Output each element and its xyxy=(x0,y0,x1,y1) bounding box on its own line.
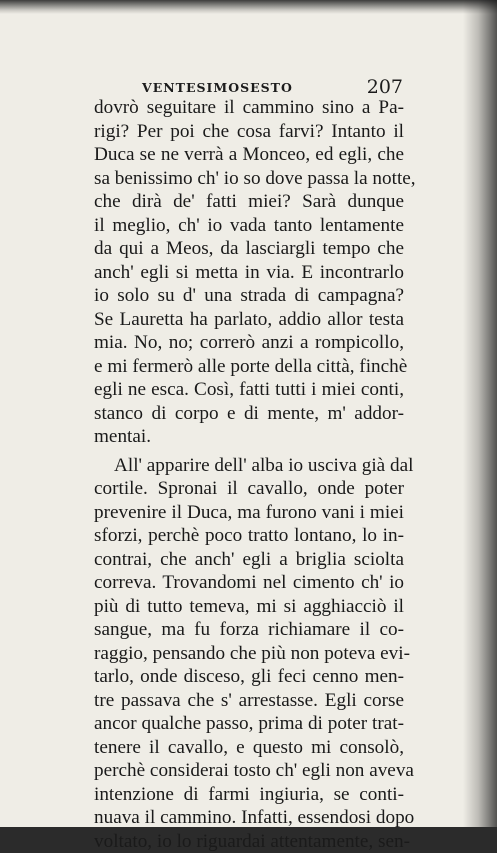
text-line: stanco di corpo e di mente, m' addor- xyxy=(94,402,404,426)
text-line: più di tutto temeva, mi si agghiacciò il xyxy=(94,595,404,619)
text-line: sforzi, perchè poco tratto lontano, lo in- xyxy=(94,524,404,548)
text-line: Duca se ne verrà a Monceo, ed egli, che xyxy=(94,143,404,167)
text-line: cortile. Spronai il cavallo, onde poter xyxy=(94,477,404,501)
text-line: sa benissimo ch' io so dove passa la notte, xyxy=(94,167,404,191)
paragraph xyxy=(94,96,404,449)
text-line: egli ne esca. Così, fatti tutti i miei conti, xyxy=(94,378,404,402)
text-line: prevenire il Duca, ma furono vani i miei xyxy=(94,501,404,525)
running-head: VENTESIMOSESTO xyxy=(142,80,293,95)
text-line: nuava il cammino. Infatti, essendosi dopo xyxy=(94,806,404,830)
text-line: anch' egli si metta in via. E incontrarlo xyxy=(94,261,404,285)
text-line: io solo su d' una strada di campagna? xyxy=(94,284,404,308)
page-top-shadow xyxy=(0,0,497,14)
page-number: 207 xyxy=(367,76,403,98)
text-line: tarlo, onde disceso, gli feci cenno men- xyxy=(94,665,404,689)
text-line: raggio, pensando che più non poteva evi- xyxy=(94,642,404,666)
paragraph xyxy=(94,454,404,853)
text-line: tenere il cavallo, e questo mi consolò, xyxy=(94,736,404,760)
text-line: All' apparire dell' alba io usciva già dal xyxy=(94,454,404,478)
text-line: tre passava che s' arrestasse. Egli corse xyxy=(94,689,404,713)
text-line: perchè considerai tosto ch' egli non aveva xyxy=(94,759,404,783)
text-line: che dirà de' fatti miei? Sarà dunque xyxy=(94,190,404,214)
text-line: mentai. xyxy=(94,425,404,449)
text-line: ancor qualche passo, prima di poter trat- xyxy=(94,712,404,736)
text-line: dovrò seguitare il cammino sino a Pa- xyxy=(94,96,404,120)
text-line: il meglio, ch' io vada tanto lentamente xyxy=(94,214,404,238)
text-line: Se Lauretta ha parlato, addio allor testa xyxy=(94,308,404,332)
text-line: e mi fermerò alle porte della città, finchè xyxy=(94,355,404,379)
body-text xyxy=(94,96,404,853)
text-line: sangue, ma fu forza richiamare il co- xyxy=(94,618,404,642)
text-line: correva. Trovandomi nel cimento ch' io xyxy=(94,571,404,595)
text-line: contrai, che anch' egli a briglia sciolta xyxy=(94,548,404,572)
text-line: voltato, io lo riguardai attentamente, sen- xyxy=(94,830,404,853)
page-binding-shadow xyxy=(463,0,497,827)
text-line: mia. No, no; correrò anzi a rompicollo, xyxy=(94,331,404,355)
text-line: rigi? Per poi che cosa farvi? Intanto il xyxy=(94,120,404,144)
text-line: da qui a Meos, da lasciargli tempo che xyxy=(94,237,404,261)
text-line: intenzione di farmi ingiuria, se conti- xyxy=(94,783,404,807)
